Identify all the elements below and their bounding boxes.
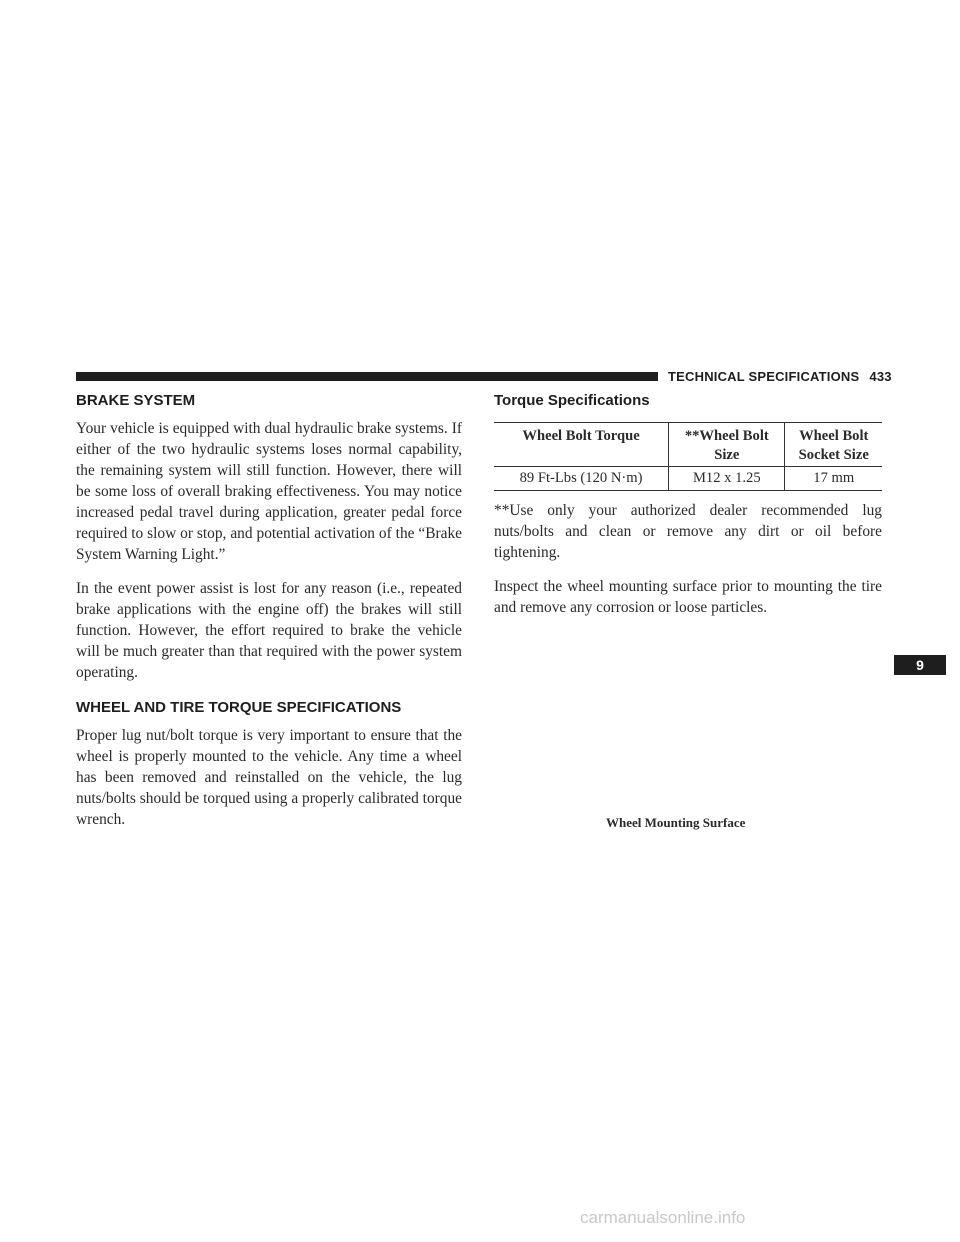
wheel-tire-torque-heading: WHEEL AND TIRE TORQUE SPECIFICATIONS [76, 699, 402, 716]
left-column [76, 392, 462, 843]
table-cell-bolt-size: M12 x 1.25 [669, 467, 785, 491]
chapter-tab: 9 [894, 655, 946, 675]
table-cell-torque: 89 Ft-Lbs (120 N·m) [494, 467, 669, 491]
table-header-socket-size: Wheel Bolt Socket Size [785, 423, 882, 467]
wheel-tire-torque-paragraph: Proper lug nut/bolt torque is very important to ensure that the wheel is properly mounted to the vehicle. Any time a wheel has been removed and reinstalled on the vehicle, the lug nuts/bolts should be torqued using a properly calibrated torque wrench. [76, 727, 462, 828]
torque-specifications-heading: Torque Specifications [494, 392, 650, 409]
right-column [494, 392, 882, 631]
running-header [668, 369, 892, 384]
brake-system-heading: BRAKE SYSTEM [76, 392, 196, 409]
table-cell-socket-size: 17 mm [785, 467, 882, 491]
figure-caption: Wheel Mounting Surface [606, 815, 746, 830]
table-row [494, 467, 882, 491]
table-header-bolt-size: **Wheel Bolt Size [669, 423, 785, 467]
table-header-torque: Wheel Bolt Torque [494, 423, 669, 467]
header-section-title: TECHNICAL SPECIFICATIONS [668, 369, 860, 384]
brake-system-paragraph-2: In the event power assist is lost for any reason (i.e., repeated brake applications with the engine off) the brakes will still function. However, the effort required to brake the vehicle will be much greater than that required with the power system operating. [76, 580, 462, 681]
lug-nut-note: **Use only your authorized dealer recommended lug nuts/bolts and clean or remove any dirt or oil before tightening. [494, 502, 882, 561]
brake-system-paragraph-1: Your vehicle is equipped with dual hydraulic brake systems. If either of the two hydraulic systems loses normal capability, the remaining system will still function. However, there will be some loss of overall braking effectiveness. You may notice increased pedal travel during application, greater pedal force required to slow or stop, and potential activation of the “Brake System Warning Light.” [76, 420, 462, 563]
header-rule [76, 372, 658, 381]
inspect-paragraph: Inspect the wheel mounting surface prior to mounting the tire and remove any corrosion or loose particles. [494, 578, 882, 616]
torque-spec-table [494, 422, 882, 491]
table-header-row [494, 423, 882, 467]
page-number: 433 [869, 369, 892, 384]
watermark: carmanualsonline.info [580, 1208, 746, 1227]
